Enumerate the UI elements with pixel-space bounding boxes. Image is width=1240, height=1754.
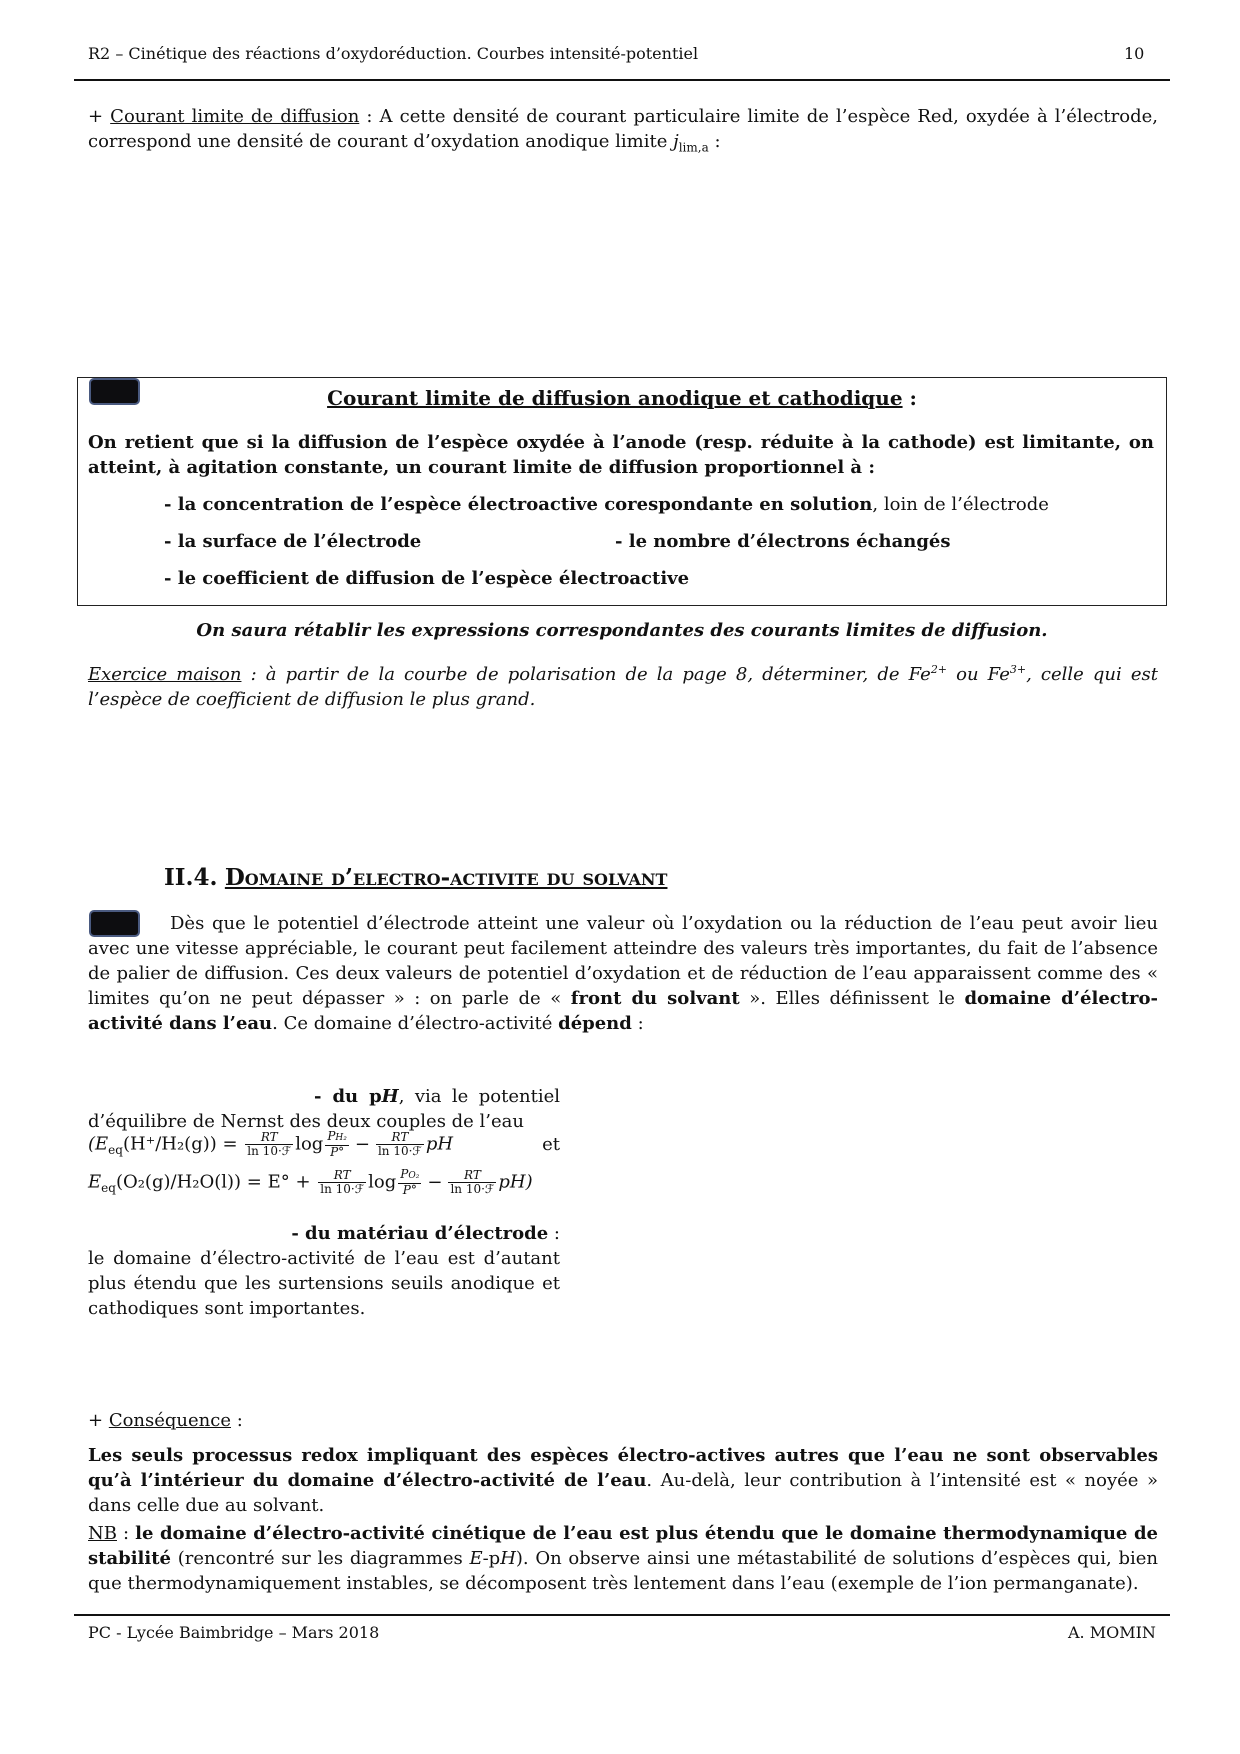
eq2-frac-2 <box>398 1168 421 1197</box>
eq1-frac-1-num: RT <box>245 1131 293 1145</box>
eq2-couple: (O₂(g)/H₂O(l)) = E° + <box>115 1171 311 1193</box>
solvent-text-4: : <box>631 1013 644 1034</box>
eq2-frac-2-num <box>398 1168 421 1184</box>
eq2-po2-sub: O₂ <box>408 1171 420 1181</box>
material-item-bold: - du matériau d’électrode <box>291 1223 549 1244</box>
box-item-4: - le coefficient de diffusion de l’espèce électroactive <box>164 568 690 589</box>
eq2-po2-p: P <box>400 1167 409 1181</box>
eq1-frac-3 <box>376 1131 424 1158</box>
solvent-bold-3: dépend <box>558 1013 632 1034</box>
consequence-paragraph <box>88 1443 1158 1518</box>
nernst-equation-2 <box>88 1168 560 1197</box>
after-box-note: On saura rétablir les expressions correspondantes des courants limites de diffusion. <box>196 620 1048 641</box>
material-item-rest: le domaine d’électro-activité de l’eau est d’autant plus étendu que les surtensions seuils anodique et cathodiques sont importantes. <box>88 1248 560 1319</box>
eq1-frac-2-den: P° <box>330 1145 345 1159</box>
nb-text-1: (rencontré sur les diagrammes <box>170 1548 470 1569</box>
box-lead: On retient que si la diffusion de l’espèce oxydée à l’anode (resp. réduite à la cathode) est limitante, on atteint, à agitation constante, un courant limite de diffusion proportionnel à : <box>88 432 1154 478</box>
eq2-frac-1-num: RT <box>318 1169 366 1183</box>
eq2-log: log <box>368 1171 397 1193</box>
ph-item-rest: , via le potentiel d’équilibre de Nernst des deux couples de l’eau <box>88 1086 560 1132</box>
nb-label: NB <box>88 1523 117 1544</box>
eq1-log: log <box>295 1133 324 1155</box>
material-item-lead <box>88 1221 560 1246</box>
eq2-frac-1-den: ln 10·ℱ <box>320 1182 365 1196</box>
material-item-colon: : <box>548 1223 560 1244</box>
eq1-frac-3-num: RT <box>376 1131 424 1145</box>
eq2-left: E <box>88 1171 102 1193</box>
nernst-equation-1 <box>88 1130 560 1159</box>
eq1-sub: eq <box>108 1143 123 1158</box>
exercise-text-1: : à partir de la courbe de polarisation de la page 8, déterminer, de Fe <box>241 664 931 685</box>
solvent-bold-1: front du solvant <box>570 988 740 1009</box>
exercise-text-3: , celle qui est l’espèce de coefficient de diffusion le plus grand. <box>88 664 1159 710</box>
consequence-rest: . Au-delà, leur contribution à l’intensité est « noyée » dans celle due au solvant. <box>88 1470 1158 1516</box>
intro-plus: + <box>88 106 111 127</box>
eq2-sub: eq <box>101 1181 116 1196</box>
eq1-minus: − <box>354 1133 370 1155</box>
exercise-text-2: ou Fe <box>947 664 1010 685</box>
section-heading <box>164 864 667 891</box>
eq2-minus: − <box>427 1171 443 1193</box>
eq1-frac-1 <box>245 1131 293 1158</box>
eq2-frac-3-den: ln 10·ℱ <box>450 1182 495 1196</box>
footer-rule <box>74 1614 1170 1616</box>
eq2-frac-1 <box>318 1169 366 1196</box>
exercise-paragraph <box>88 662 1158 712</box>
nb-paragraph <box>88 1521 1158 1596</box>
ph-item <box>88 1084 560 1134</box>
section-number: II.4. <box>164 864 218 891</box>
exercise-sup-1: 2+ <box>930 663 948 676</box>
header-rule <box>74 79 1170 81</box>
footer-left: PC - Lycée Baimbridge – Mars 2018 <box>88 1623 380 1642</box>
eq1-et: et <box>542 1134 560 1155</box>
eq1-frac-2-num <box>325 1130 349 1146</box>
eq1-couple: (H⁺/H₂(g)) = <box>122 1133 238 1155</box>
j-subscript: lim,a <box>678 140 709 155</box>
intro-text-1: : A cette densité de courant particulaire limite de l’espèce Red, oxydée à l’électrode, correspond une densité de courant d’oxydation anodique limite <box>88 106 1158 152</box>
consequence-label-line <box>88 1408 243 1433</box>
eq1-ph: pH <box>425 1133 454 1155</box>
box-item-1 <box>164 492 1049 517</box>
box-item-1-rest: , loin de l’électrode <box>872 494 1049 515</box>
consequence-bold: Les seuls processus redox impliquant des espèces électro-actives autres que l’eau ne sont observables qu’à l’intérieur du domaine d’électro-activité de l’eau <box>88 1445 1158 1491</box>
eq1-left: (E <box>88 1133 109 1155</box>
eq1-frac-2 <box>325 1130 349 1159</box>
intro-label: Courant limite de diffusion <box>110 106 360 127</box>
eq1-frac-1-den: ln 10·ℱ <box>247 1144 292 1158</box>
eq2-end: pH) <box>498 1171 533 1193</box>
page-number: 10 <box>1124 44 1145 63</box>
header-title: R2 – Cinétique des réactions d’oxydoréduction. Courbes intensité-potentiel <box>88 44 699 63</box>
solvent-text-1: Dès que le potentiel d’électrode atteint une valeur où l’oxydation ou la réduction de l’eau peut avoir lieu avec une vitesse appréciable, le courant peut facilement atteindre des valeurs très importantes, du fait de l’absence de palier de diffusion. Ces deux valeurs de potentiel d’oxydation et de réduction de l’eau apparaissent comme des « limites qu’on ne peut dépasser » : on parle de « <box>88 913 1158 1009</box>
box-item-2: - la surface de l’électrode <box>164 531 422 552</box>
solvent-bold-2: domaine d’électro-activité dans l’eau <box>88 988 1159 1034</box>
solvent-text-2: ». Elles définissent le <box>739 988 965 1009</box>
footer-right: A. MOMIN <box>1068 1623 1156 1642</box>
solvent-text-3: . Ce domaine d’électro-activité <box>272 1013 559 1034</box>
box-item-1-bold: - la concentration de l’espèce électroactive corespondante en solution <box>164 494 873 515</box>
eq1-ph2-sub: H₂ <box>335 1133 347 1143</box>
nb-bold: le domaine d’électro-activité cinétique de l’eau est plus étendu que le domaine thermodynamique de stabilité <box>88 1523 1158 1569</box>
nb-text-2: -p <box>482 1548 501 1569</box>
intro-paragraph <box>88 104 1158 154</box>
eq2-frac-3 <box>448 1169 496 1196</box>
ph-item-bold: - du p <box>314 1086 382 1107</box>
exercise-label: Exercice maison <box>88 664 242 685</box>
box-title-text: Courant limite de diffusion anodique et cathodique <box>327 386 903 410</box>
solvent-paragraph <box>88 911 1158 1036</box>
box-title <box>77 386 1167 410</box>
consequence-label: Conséquence <box>108 1410 231 1431</box>
nb-E: E <box>469 1548 483 1569</box>
section-title: Domaine d’electro-activite du solvant <box>224 864 668 891</box>
box-item-3: - le nombre d’électrons échangés <box>615 531 951 552</box>
exercise-sup-2: 3+ <box>1009 663 1027 676</box>
consequence-plus: + <box>88 1410 109 1431</box>
eq1-ph2-p: P <box>327 1129 336 1143</box>
consequence-colon: : <box>231 1410 243 1431</box>
nb-text-3: ). On observe ainsi une métastabilité de solutions d’espèces qui, bien que thermodynamiquement instables, se décomposent très lentement dans l’eau (exemple de l’ion permanganate). <box>88 1548 1158 1594</box>
nb-colon: : <box>116 1523 136 1544</box>
eq1-frac-3-den: ln 10·ℱ <box>377 1144 422 1158</box>
j-symbol: j <box>673 131 679 152</box>
nb-H: H <box>500 1548 516 1569</box>
intro-text-2: : <box>708 131 721 152</box>
box-title-suffix: : <box>902 386 917 410</box>
eq2-frac-3-num: RT <box>448 1169 496 1183</box>
ph-item-bold-H: H <box>381 1086 399 1107</box>
eq2-frac-2-den: P° <box>402 1183 417 1197</box>
material-item <box>88 1221 560 1321</box>
